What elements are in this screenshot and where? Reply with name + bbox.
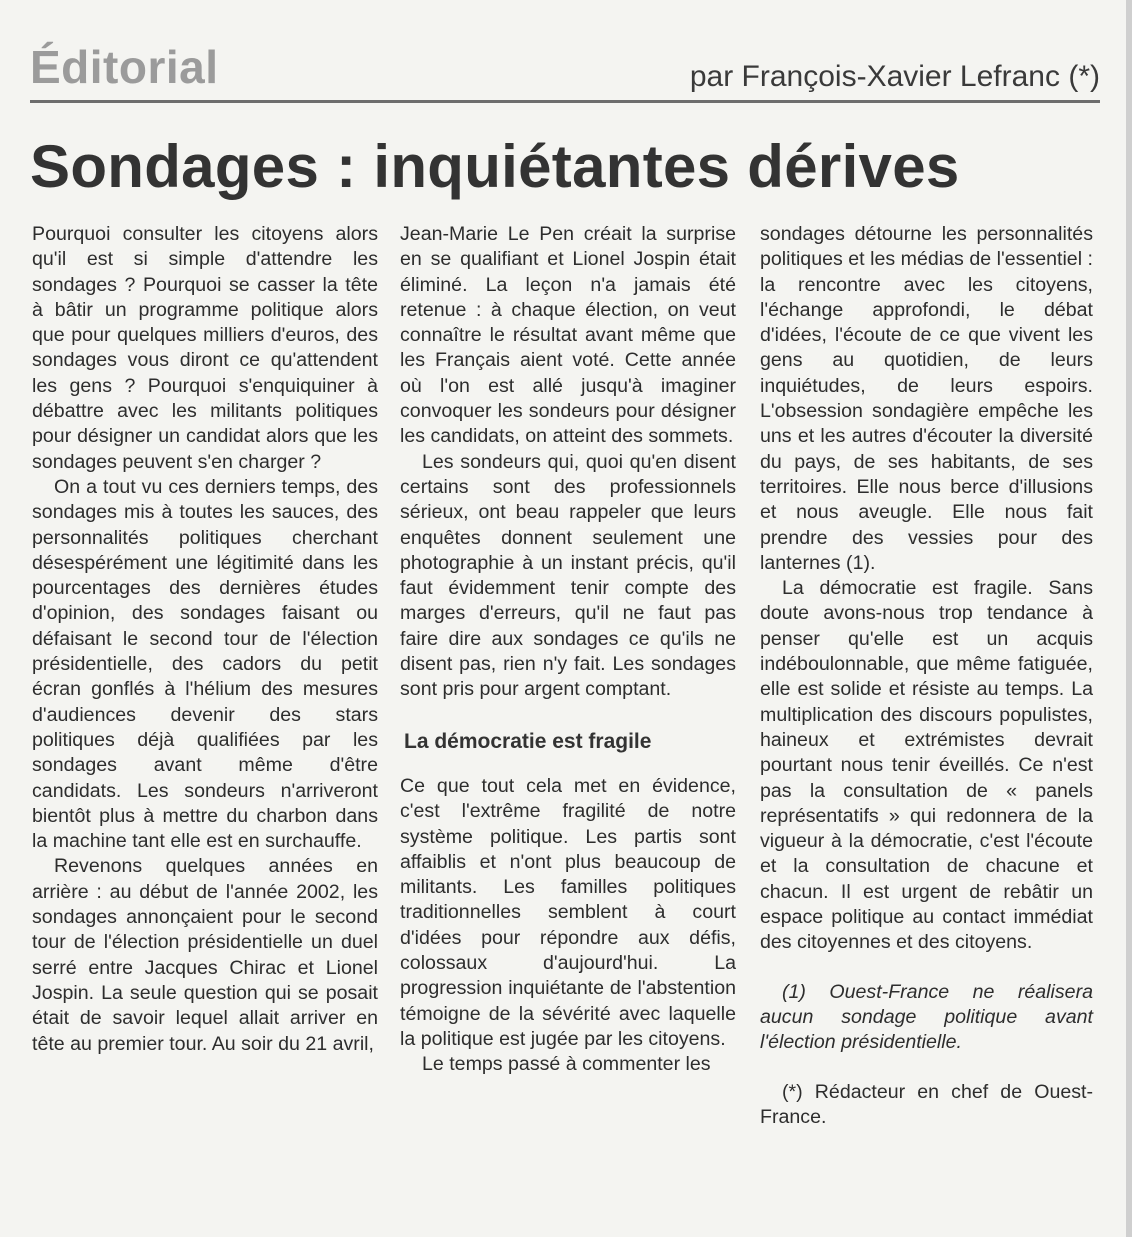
paragraph: Revenons quelques années en arrière : au début de l'année 2002, les sondages annonçaient pour le second tour de l'élection présidentielle un duel serré entre Jacques Chirac et Lionel Jospin. La seule question qui se posait était de savoir lequel allait arriver en tête au premier tour. Au soir du 21 avril,: [32, 855, 378, 1055]
paragraph: Pourquoi consulter les citoyens alors qu'il est si simple d'attendre les sondages ? Pourquoi se casser la tête à bâtir un programme politique alors que pour quelques milliers d'euros, des sondages vous diront ce qu'attendent les gens ? Pourquoi s'enquiquiner à débattre avec les militants politiques pour désigner un candidat alors que les sondages peuvent s'en charger ?: [32, 223, 378, 473]
paragraph: Ce que tout cela met en évidence, c'est l'extrême fragilité de notre système politique. Les partis sont affaiblis et n'ont plus beaucoup de militants. Les familles politiques traditionnelles semblent à court d'idées pour répondre aux défis, colossaux d'aujourd'hui. La progression inquiétante de l'abstention témoigne de la sévérité avec laquelle la politique est jugée par les citoyens.: [400, 774, 736, 1050]
paragraph: La démocratie est fragile. Sans doute avons-nous trop tendance à penser qu'elle est un acquis indéboulonnable, que même fatiguée, elle est solide et résiste au temps. La multiplication des discours populistes, haineux et extrémistes devrait pourtant nous tenir éveillés. Ce n'est pas la consultation de « panels représentatifs » qui redonnera de la vigueur à la démocratie, c'est l'écoute et la consultation de chacune et chacun. Il est urgent de rebâtir un espace politique au contact immédiat des citoyennes et des citoyens.: [760, 577, 1093, 954]
paragraph: Le temps passé à commenter les: [422, 1053, 711, 1076]
footnote-author: (*) Rédacteur en chef de Ouest-France.: [760, 1080, 1093, 1128]
rubric-label: Éditorial: [30, 41, 219, 93]
article-headline: Sondages : inquiétantes dérives: [30, 133, 960, 200]
paragraph: On a tout vu ces derniers temps, des sondages mis à toutes les sauces, des personnalités politiques cherchant désespérément une légitimité dans les pourcentages des dernières études d'opinion, des sondages faisant ou défaisant le second tour de l'élection présidentielle, des cadors du petit écran gonflés à l'hélium des mesures d'audiences devenir des stars politiques déjà qualifiées par les sondages avant même d'être candidats. Les sondeurs n'arriveront bientôt plus à mettre du charbon dans la machine tant elle est en surchauffe.: [32, 475, 378, 853]
column-1: [32, 222, 378, 1057]
paragraph: Les sondeurs qui, quoi qu'en disent certains sont des professionnels sérieux, ont beau rappeler que leurs enquêtes donnent seulement une photographie à un instant précis, qu'il faut évidemment tenir compte des marges d'erreurs, qu'il ne faut pas faire dire aux sondages ce qu'ils ne disent pas, rien n'y fait. Les sondages sont pris pour argent comptant.: [400, 450, 736, 701]
footnote-1: (1) Ouest-France ne réalisera aucun sondage politique avant l'élection présidentielle.: [760, 980, 1093, 1054]
paragraph: sondages détourne les personnalités politiques et les médias de l'essentiel : la rencontre avec les citoyens, l'échange approfondi, le débat d'idées, l'écoute de ce que vivent les gens au quotidien, de leurs inquiétudes, de leurs espoirs. L'obsession sondagière empêche les uns et les autres d'écouter la diversité du pays, de ses habitants, de ses territoires. Elle nous berce d'illusions et nous aveugle. Elle nous fait prendre des vessies pour des lanternes (1).: [760, 223, 1093, 574]
column-3: [760, 222, 1093, 1130]
column-2: [400, 222, 736, 1078]
byline: par François-Xavier Lefranc (*): [689, 60, 1100, 93]
editorial-header: [30, 38, 1100, 103]
paragraph: Jean-Marie Le Pen créait la surprise en se qualifiant et Lionel Jospin était éliminé. La leçon n'a jamais été retenue : à chaque élection, on veut connaître le résultat avant même que les Français aient voté. Cette année où l'on est allé jusqu'à imaginer convoquer les sondeurs pour désigner les candidats, on atteint des sommets.: [400, 223, 736, 448]
section-subheading: La démocratie est fragile: [404, 729, 652, 753]
